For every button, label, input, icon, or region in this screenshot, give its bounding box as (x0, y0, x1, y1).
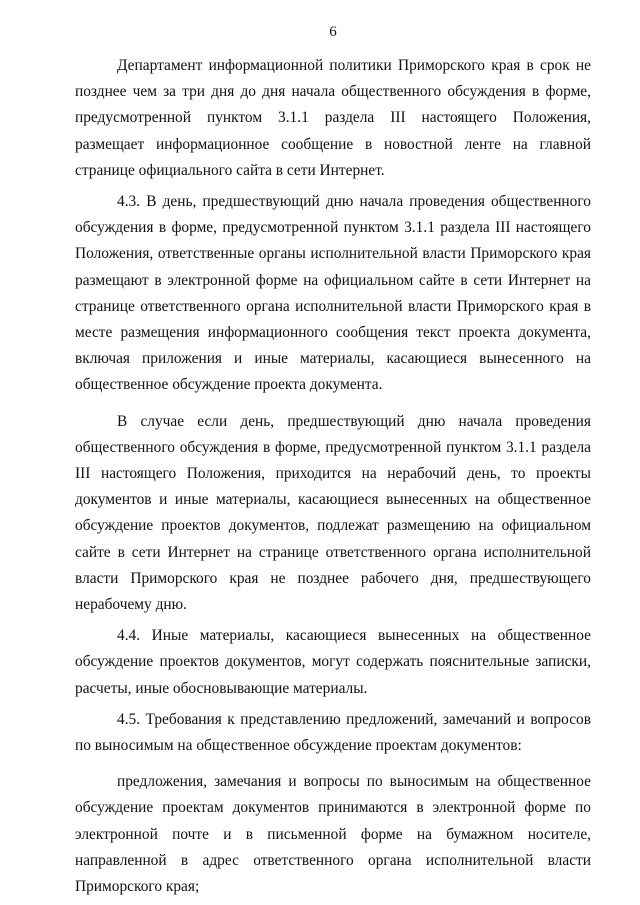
paragraph-4-4: 4.4. Иные материалы, касающиеся вынесенных на общественное обсуждение проектов документов, могут содержать пояснительные записки, расчеты, иные обосновывающие материалы. (75, 627, 591, 697)
paragraph-department-notice: Департамент информационной политики Приморского края в срок не позднее чем за три дня до дня начала общественного обсуждения в форме, предусмотренной пунктом 3.1.1 раздела III настоящего Положения, размещает информационное сообщение в новостной ленте на главной странице официального сайта в сети Интернет. (75, 57, 591, 179)
page-number: 6 (329, 24, 337, 40)
document-page (75, 22, 591, 900)
paragraph-non-working-day: В случае если день, предшествующий дню начала проведения общественного обсуждения в форме, предусмотренной пунктом 3.1.1 раздела III настоящего Положения, приходится на нерабочий день, то проекты документов и иные материалы, касающиеся вынесенных на общественное обсуждение проектов документов, подлежат размещению на официальном сайте в сети Интернет на странице ответственного органа исполнительной власти Приморского края не позднее рабочего дня, предшествующего нерабочему дню. (75, 412, 591, 614)
paragraph-4-3: 4.3. В день, предшествующий дню начала проведения общественного обсуждения в форме, предусмотренной пунктом 3.1.1 раздела III настоящего Положения, ответственные органы исполнительной власти Приморского края размещают в электронной форме на официальном сайте в сети Интернет на странице ответственного органа исполнительной власти Приморского края в месте размещения информационного сообщения текст проекта документа, включая приложения и иные материалы, касающиеся вынесенного на общественное обсуждение проекта документа. (75, 193, 591, 394)
paragraph-4-5: 4.5. Требования к представлению предложений, замечаний и вопросов по выносимым на общественное обсуждение проектам документов: (75, 710, 591, 755)
paragraph-submission-requirements: предложения, замечания и вопросы по выносимым на общественное обсуждение проектам документов принимаются в электронной форме по электронной почте и в письменной форме на бумажном носителе, направленной в адрес ответственного органа исполнительной власти Приморского края; (75, 773, 591, 896)
